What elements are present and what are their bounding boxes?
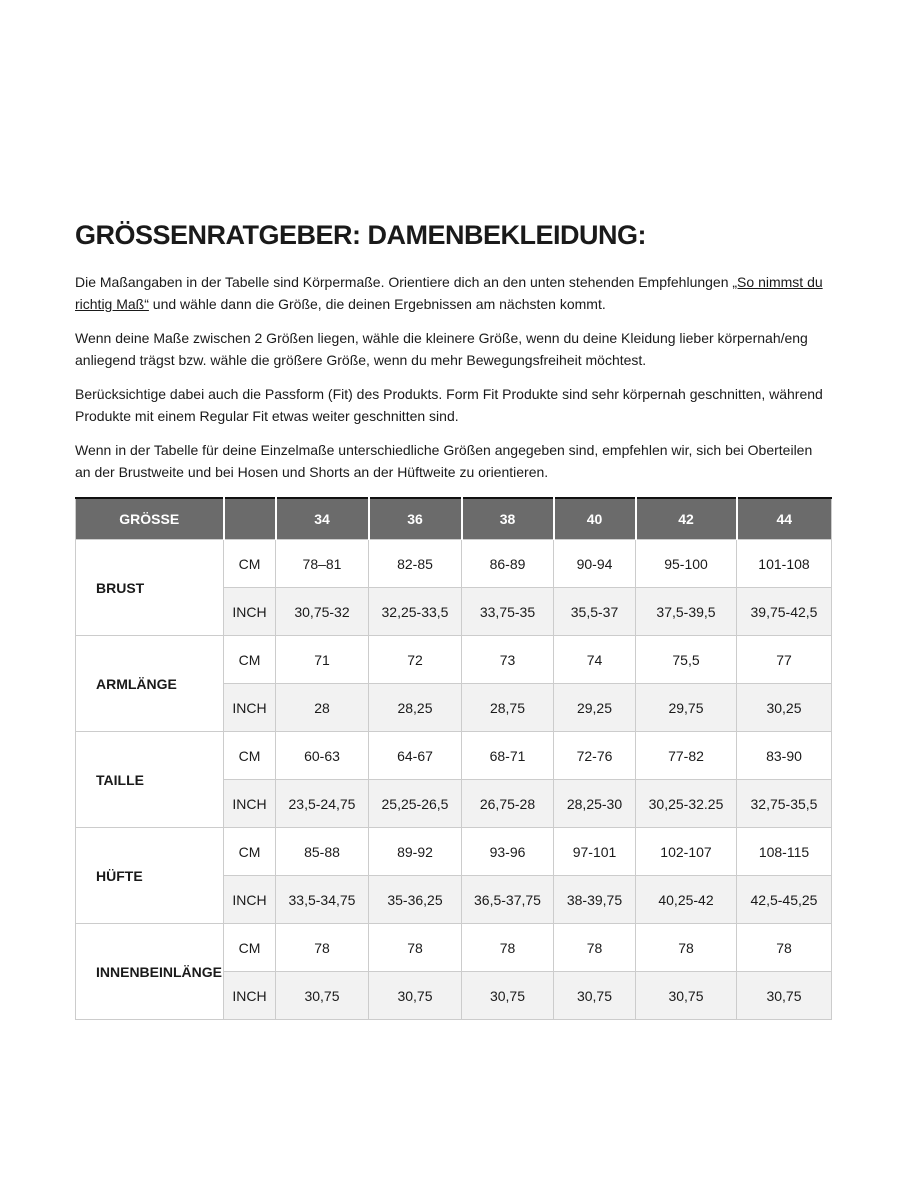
value-cell: 33,5-34,75 (276, 876, 369, 924)
value-cell: 77-82 (636, 732, 737, 780)
value-cell: 30,25 (737, 684, 832, 732)
value-cell: 108-115 (737, 828, 832, 876)
value-cell: 39,75-42,5 (737, 588, 832, 636)
value-cell: 40,25-42 (636, 876, 737, 924)
unit-cell-cm: CM (224, 636, 276, 684)
page-title: GRÖSSENRATGEBER: DAMENBEKLEIDUNG: (75, 220, 647, 250)
value-cell: 28,25 (369, 684, 462, 732)
value-cell: 23,5-24,75 (276, 780, 369, 828)
header-unit-spacer (224, 498, 276, 540)
intro-paragraph-2: Wenn deine Maße zwischen 2 Größen liegen, wähle die kleinere Größe, wenn du deine Kleidung lieber körpernah/eng anliegend trägst bzw. wähle die größere Größe, wenn du mehr Bewegungsfreiheit möchtest. (75, 330, 808, 368)
value-cell: 102-107 (636, 828, 737, 876)
value-cell: 33,75-35 (462, 588, 554, 636)
value-cell: 30,75 (369, 972, 462, 1020)
intro-paragraph-1-text: Die Maßangaben in der Tabelle sind Körpermaße. Orientiere dich an den unten stehenden Empfehlungen (75, 274, 733, 290)
table-row-innenbeinlaenge-cm (76, 924, 832, 972)
value-cell: 30,75 (636, 972, 737, 1020)
value-cell: 78–81 (276, 540, 369, 588)
value-cell: 29,75 (636, 684, 737, 732)
measure-guide-link[interactable]: „So nimmst du richtig Maß“ (75, 274, 823, 312)
unit-cell-inch: INCH (224, 684, 276, 732)
intro-paragraph-1 (75, 271, 828, 315)
row-label-innenbeinlaenge: INNENBEINLÄNGE (76, 924, 224, 1020)
value-cell: 28 (276, 684, 369, 732)
value-cell: 64-67 (369, 732, 462, 780)
value-cell: 78 (369, 924, 462, 972)
value-cell: 36,5-37,75 (462, 876, 554, 924)
value-cell: 30,25-32.25 (636, 780, 737, 828)
unit-cell-cm: CM (224, 540, 276, 588)
value-cell: 78 (462, 924, 554, 972)
row-label-huefte: HÜFTE (76, 828, 224, 924)
unit-cell-cm: CM (224, 828, 276, 876)
row-label-brust: BRUST (76, 540, 224, 636)
value-cell: 93-96 (462, 828, 554, 876)
value-cell: 77 (737, 636, 832, 684)
header-size-36: 36 (369, 498, 462, 540)
value-cell: 95-100 (636, 540, 737, 588)
value-cell: 28,25-30 (554, 780, 636, 828)
unit-cell-inch: INCH (224, 876, 276, 924)
size-table (75, 497, 832, 1020)
intro-paragraph-3: Berücksichtige dabei auch die Passform (Fit) des Produkts. Form Fit Produkte sind sehr körpernah geschnitten, während Produkte mit einem Regular Fit etwas weiter geschnitten sind. (75, 386, 823, 424)
value-cell: 86-89 (462, 540, 554, 588)
value-cell: 32,75-35,5 (737, 780, 832, 828)
value-cell: 78 (737, 924, 832, 972)
value-cell: 35,5-37 (554, 588, 636, 636)
value-cell: 26,75-28 (462, 780, 554, 828)
value-cell: 78 (636, 924, 737, 972)
value-cell: 42,5-45,25 (737, 876, 832, 924)
value-cell: 32,25-33,5 (369, 588, 462, 636)
row-label-armlaenge: ARMLÄNGE (76, 636, 224, 732)
unit-cell-inch: INCH (224, 972, 276, 1020)
table-row-brust-cm (76, 540, 832, 588)
table-header-row (76, 498, 832, 540)
value-cell: 78 (276, 924, 369, 972)
table-row-huefte-cm (76, 828, 832, 876)
value-cell: 71 (276, 636, 369, 684)
value-cell: 30,75-32 (276, 588, 369, 636)
header-groesse: GRÖSSE (76, 498, 224, 540)
unit-cell-cm: CM (224, 732, 276, 780)
value-cell: 89-92 (369, 828, 462, 876)
value-cell: 60-63 (276, 732, 369, 780)
value-cell: 82-85 (369, 540, 462, 588)
value-cell: 73 (462, 636, 554, 684)
value-cell: 30,75 (554, 972, 636, 1020)
value-cell: 35-36,25 (369, 876, 462, 924)
value-cell: 72 (369, 636, 462, 684)
value-cell: 101-108 (737, 540, 832, 588)
value-cell: 97-101 (554, 828, 636, 876)
value-cell: 30,75 (276, 972, 369, 1020)
unit-cell-inch: INCH (224, 780, 276, 828)
value-cell: 37,5-39,5 (636, 588, 737, 636)
value-cell: 78 (554, 924, 636, 972)
intro-paragraph-4: Wenn in der Tabelle für deine Einzelmaße unterschiedliche Größen angegeben sind, empfehlen wir, sich bei Oberteilen an der Brustweite und bei Hosen und Shorts an der Hüftweite zu orientieren. (75, 442, 813, 480)
value-cell: 38-39,75 (554, 876, 636, 924)
value-cell: 90-94 (554, 540, 636, 588)
header-size-40: 40 (554, 498, 636, 540)
row-label-taille: TAILLE (76, 732, 224, 828)
unit-cell-cm: CM (224, 924, 276, 972)
table-row-armlaenge-cm (76, 636, 832, 684)
header-size-42: 42 (636, 498, 737, 540)
value-cell: 28,75 (462, 684, 554, 732)
value-cell: 25,25-26,5 (369, 780, 462, 828)
value-cell: 30,75 (462, 972, 554, 1020)
intro-paragraph-1-text-after: und wähle dann die Größe, die deinen Ergebnissen am nächsten kommt. (148, 296, 606, 312)
value-cell: 75,5 (636, 636, 737, 684)
value-cell: 29,25 (554, 684, 636, 732)
value-cell: 72-76 (554, 732, 636, 780)
value-cell: 74 (554, 636, 636, 684)
unit-cell-inch: INCH (224, 588, 276, 636)
value-cell: 68-71 (462, 732, 554, 780)
value-cell: 85-88 (276, 828, 369, 876)
value-cell: 83-90 (737, 732, 832, 780)
table-row-taille-cm (76, 732, 832, 780)
header-size-38: 38 (462, 498, 554, 540)
value-cell: 30,75 (737, 972, 832, 1020)
header-size-34: 34 (276, 498, 369, 540)
header-size-44: 44 (737, 498, 832, 540)
